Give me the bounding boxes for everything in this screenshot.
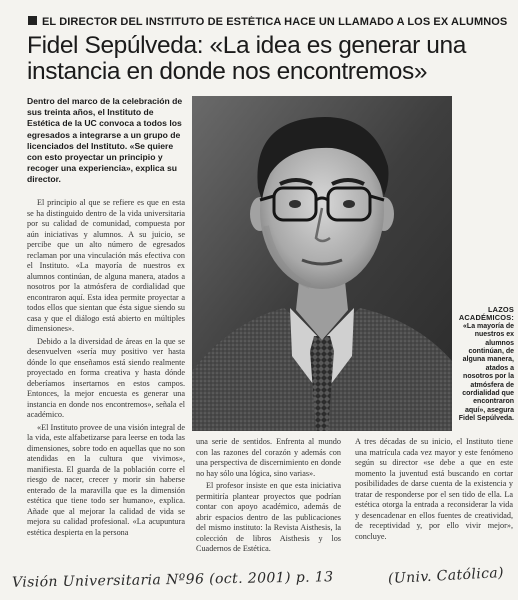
square-bullet-icon — [28, 16, 37, 25]
body-column-middle — [196, 437, 341, 559]
body-column-left — [27, 198, 185, 560]
body-column-right — [355, 437, 513, 559]
university-note: (Univ. Católica) — [387, 564, 505, 588]
kicker-text: EL DIRECTOR DEL INSTITUTO DE ESTÉTICA HACE UN LLAMADO A LOS EX ALUMNOS — [42, 16, 508, 28]
source-citation: Visión Universitaria Nº96 (oct. 2001) p. 13 — [11, 569, 334, 591]
body-paragraph: El profesor insiste en que esta iniciativa permitiría plantear proyectos que podrían contar con apoyo académico, además de abrir espacios dentro de las publicaciones del mismo instituto: la Revista Aisthesis, la colección de libros Aisthesis y los Cuadernos de Estética. — [196, 481, 341, 553]
caption-title: LAZOS ACADÉMICOS: — [458, 305, 514, 323]
photo-caption — [456, 306, 514, 424]
portrait-photo — [192, 96, 452, 431]
article-kicker — [28, 16, 512, 28]
handwritten-source-note — [8, 564, 512, 594]
body-paragraph: «El Instituto provee de una visión integral de la vida, este alfabetizarse para leerse en toda las dimensiones, sobre todo en aquellas que no son atendidas en la cultura que vivimos», manifiesta. El guarda de la población corre el riesgo de nacer, crecer y morir sin haberse enterado de la maravilla que es la dimensión estética que tiene todo ser humano», explica. Añade que al mejorar la calidad de vida se mejora su calidad profesional. «La acupuntura estética despierta en la persona — [27, 422, 185, 537]
article-lead: Dentro del marco de la celebración de sus treinta años, el Instituto de Estética de la UC convoca a todos los egresados a integrarse a un grupo de licenciados del Instituto. «Se quiere con esto proyectar un principio y recoger una experiencia», explica su director. — [27, 96, 183, 185]
caption-text: «La mayoría de nuestros ex alumnos continúan, de alguna manera, atados a nosotros por la atmósfera de cordialidad que encontraron aquí», asegura Fidel Sepúlveda. — [458, 322, 514, 423]
body-paragraph: una serie de sentidos. Enfrenta al mundo con las razones del corazón y además con una perspectiva de discernimiento en donde no hay sólo una lógica, sino varias». — [196, 437, 341, 478]
portrait-illustration — [192, 96, 452, 431]
body-paragraph: A tres décadas de su inicio, el Instituto tiene una matrícula cada vez mayor y este fenómeno según su director «se debe a que en este momento la juventud está buscando en cortar posibilidades de darse cuenta de la existencia y tratar de responderse por el sen tido de ella. La estética otorga la entrada a reconsiderar la vida y desencadenar en ellos fuentes de creatividad, de receptividad y, por ello vivir mejor», concluye. — [355, 437, 513, 541]
article-headline: Fidel Sepúlveda: «La idea es generar una instancia en donde nos encontremos» — [27, 32, 466, 85]
body-paragraph: El principio al que se refiere es que en esta se ha distinguido dentro de la vida universitaria por su calidad de comunidad, compuesta por aún iniciativas y alumnos. A su juicio, se percibe que un alto número de egresados reclaman por una vinculación más efectiva con el Instituto. «La mayoría de nuestros ex alumnos continúan, de alguna manera, atados a nosotros por la atmósfera de cordialidad que encontraron aquí. Esta idea permite proyectar a todos ellos que sientan que ésta sigue siendo su casa y que el diálogo está abierto en múltiples dimensiones». — [27, 198, 185, 333]
body-paragraph: Debido a la diversidad de áreas en la que se desenvuelven «sería muy positivo ver hasta dónde lo que enseñamos está siendo realmente proyectado en forma creativa y hasta dónde deberíamos insertarnos en estos campos. Entonces, la mejor encuesta es generar una instancia en donde nos encontremos», señala el académico. — [27, 336, 185, 419]
